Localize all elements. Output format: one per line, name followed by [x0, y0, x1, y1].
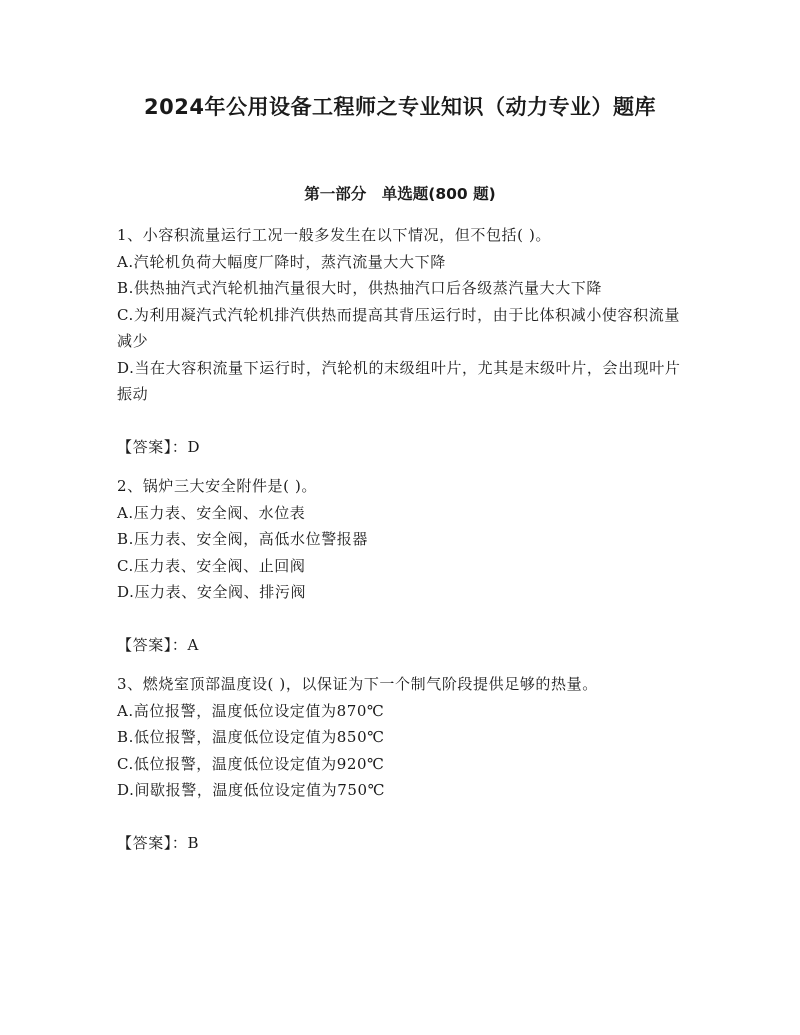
question-3: [117, 671, 683, 856]
question-stem: 2、锅炉三大安全附件是( )。: [117, 477, 318, 495]
answer-label: 【答案】：: [117, 437, 188, 456]
answer-value: A: [187, 635, 199, 654]
question-stem: 1、小容积流量运行工况一般多发生在以下情况，但不包括( )。: [117, 226, 552, 244]
option-b: B.低位报警，温度低位设定值为850℃: [117, 728, 385, 746]
option-c: C.低位报警，温度低位设定值为920℃: [117, 754, 385, 773]
option-a: A.汽轮机负荷大幅度厂降时，蒸汽流量大大下降: [117, 252, 446, 271]
answer-value: B: [187, 833, 200, 852]
option-b: B.压力表、安全阀，高低水位警报器: [117, 530, 368, 548]
option-c: C.为利用凝汽式汽轮机排汽供热而提高其背压运行时，由于比体积减小使容积流量减少: [117, 305, 680, 350]
answer-label: 【答案】：: [117, 635, 188, 654]
question-list: [117, 222, 683, 869]
option-a: A.高位报警，温度低位设定值为870℃: [117, 701, 385, 720]
question-stem: 3、燃烧室顶部温度设( )，以保证为下一个制气阶段提供足够的热量。: [117, 675, 598, 693]
question-2: [117, 473, 683, 658]
answer-line: [117, 632, 683, 659]
option-b: B.供热抽汽式汽轮机抽汽量很大时，供热抽汽口后各级蒸汽量大大下降: [117, 279, 602, 297]
section-title: 第一部分 单选题(800 题): [304, 185, 496, 203]
option-d: D.间歇报警，温度低位设定值为750℃: [117, 781, 386, 799]
option-d: D.压力表、安全阀、排污阀: [117, 583, 307, 601]
answer-line: [117, 830, 683, 857]
option-c: C.压力表、安全阀、止回阀: [117, 556, 306, 575]
option-a: A.压力表、安全阀、水位表: [117, 503, 306, 522]
answer-label: 【答案】：: [117, 833, 188, 852]
option-d: D.当在大容积流量下运行时，汽轮机的末级组叶片，尤其是末级叶片，会出现叶片振动: [117, 358, 681, 403]
answer-line: [117, 434, 683, 461]
question-1: [117, 222, 683, 460]
answer-value: D: [187, 437, 201, 456]
document-title: 2024年公用设备工程师之专业知识（动力专业）题库: [144, 95, 656, 119]
